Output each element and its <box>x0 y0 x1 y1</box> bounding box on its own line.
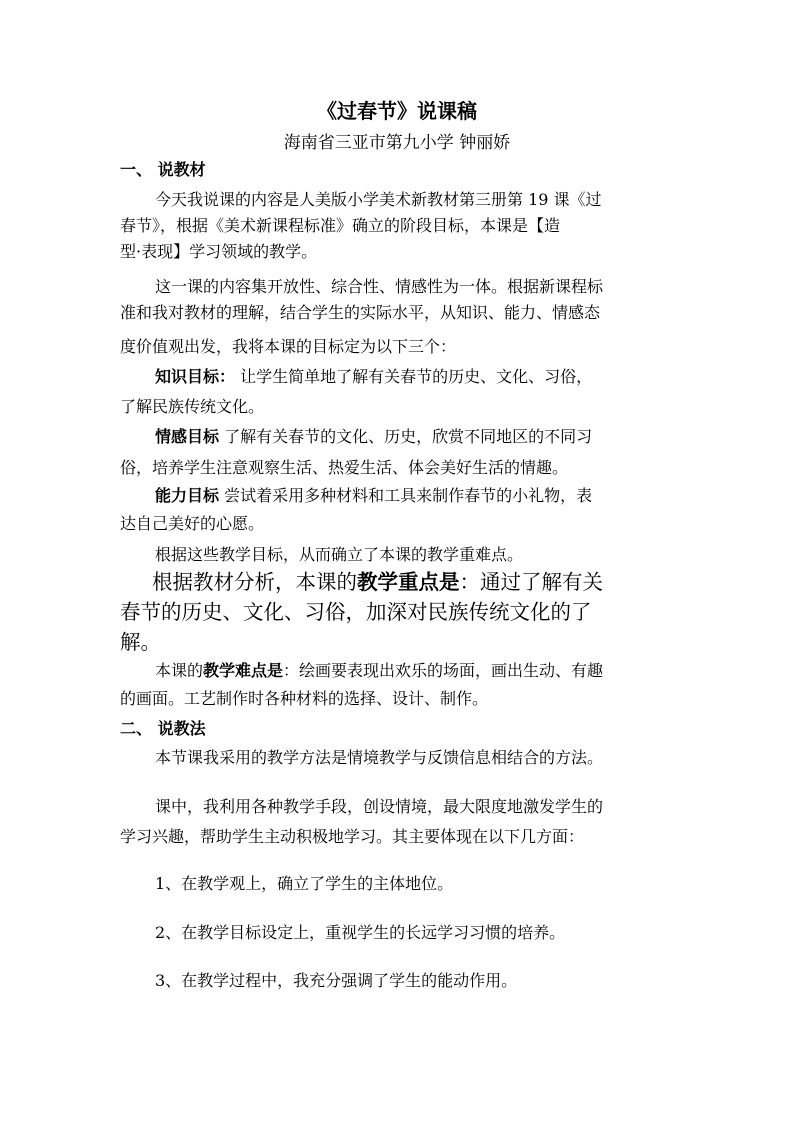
paragraph-line: 俗，培养学生注意观察生活、热爱生活、体会美好生活的情趣。 <box>120 458 569 477</box>
ability-goal-text: 尝试着采用多种材料和工具来制作春节的小礼物，表 <box>219 486 593 505</box>
paragraph-line: 学习兴趣，帮助学生主动积极地学习。其主要体现在以下几方面： <box>120 827 585 846</box>
paragraph-line: 本节课我采用的教学方法是情境教学与反馈信息相结合的方法。 <box>155 748 604 767</box>
paragraph-line: 春节》，根据《美术新课程标准》确立的阶段目标，本课是【造 <box>120 216 561 235</box>
knowledge-goal-label: 知识目标： <box>155 367 236 386</box>
keypoint-prefix: 根据教材分析，本课的 <box>152 570 357 594</box>
difficulty-label: 教学难点是 <box>203 661 284 680</box>
emotion-goal-label: 情感目标 <box>155 427 220 446</box>
paragraph-line: 根据这些教学目标，从而确立了本课的教学重难点。 <box>155 545 524 564</box>
list-item: 1、在教学观上，确立了学生的主体地位。 <box>155 874 454 893</box>
knowledge-goal <box>155 364 592 390</box>
section-heading: 二、 说教法 <box>120 719 206 738</box>
ability-goal <box>155 483 592 509</box>
paragraph-line: 的画面。工艺制作时各种材料的选择、设计、制作。 <box>120 689 489 708</box>
list-item: 2、在教学目标设定上，重视学生的长远学习习惯的培养。 <box>155 923 566 942</box>
paragraph-line: 度价值观出发，我将本课的目标定为以下三个： <box>120 337 457 356</box>
emotion-goal-text: 了解有关春节的文化、历史，欣赏不同地区的不同习 <box>219 427 593 446</box>
paragraph-line: 了解民族传统文化。 <box>120 397 265 416</box>
keypoint-line <box>152 566 603 598</box>
section-heading: 一、 说教材 <box>120 160 206 179</box>
knowledge-goal-text: 让学生简单地了解有关春节的历史、文化、习俗， <box>235 367 593 386</box>
paragraph-line: 达自己美好的心愿。 <box>120 514 265 533</box>
paragraph-line: 准和我对教材的理解，结合学生的实际水平，从知识、能力、情感态 <box>120 303 601 322</box>
paragraph-line: 这一课的内容集开放性、综合性、情感性为一体。根据新课程标 <box>155 277 604 296</box>
keypoint-label: 教学重点是 <box>357 570 460 594</box>
paragraph-line: 今天我说课的内容是人美版小学美术新教材第三册第 19 课《过 <box>155 190 602 209</box>
difficulty-prefix: 本课的 <box>155 661 204 680</box>
list-item: 3、在教学过程中，我充分强调了学生的能动作用。 <box>155 971 518 990</box>
paragraph-line: 课中，我利用各种教学手段，创设情境，最大限度地激发学生的 <box>155 797 604 816</box>
emotion-goal <box>155 424 592 450</box>
document-author: 海南省三亚市第九小学 钟丽娇 <box>283 133 511 153</box>
paragraph-line: 型·表现】学习领域的教学。 <box>120 242 318 261</box>
paragraph-line: 解。 <box>120 630 161 654</box>
difficulty-text: ：绘画要表现出欢乐的场面，画出生动、有趣 <box>283 661 604 680</box>
difficulty-line <box>155 658 603 684</box>
keypoint-text: ：通过了解有关 <box>459 570 603 594</box>
document-title: 《过春节》说课稿 <box>317 99 477 123</box>
paragraph-line: 春节的历史、文化、习俗，加深对民族传统文化的了 <box>120 600 592 624</box>
ability-goal-label: 能力目标 <box>155 486 220 505</box>
